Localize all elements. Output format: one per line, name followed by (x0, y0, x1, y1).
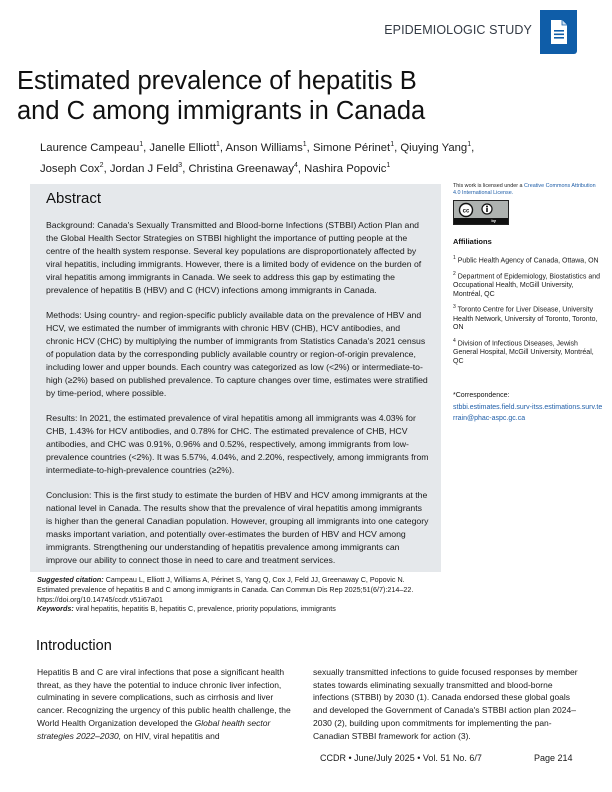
correspondence-email-link[interactable]: stbbi.estimates.field.surv-itss.estimations.surv.terrain@phac-aspc.gc.ca (453, 403, 603, 423)
affiliation-item: $^2$ Department of Epidemiology, Biostatistics and Occupational Health, McGill University, Montréal, QC (453, 271, 601, 298)
abstract-panel (30, 184, 441, 572)
abstract-conclusion: Conclusion: This is the first study to estimate the burden of HBV and HCV among immigrants at the national level in Canada. The results show that the prevalence of viral hepatitis among immigrants is higher than the general Canadian population. However, grouping all immigrants into one category masks important variation, and potentially over-estimates the burden of HBV and HCV among immigrants. Strengthening our understanding of hepatitis prevalence among immigrants can improve our ability to connect those in need to care and treatment services. (46, 490, 429, 565)
section-label: EPIDEMIOLOGIC STUDY (384, 23, 532, 37)
author-name: Nashira Popovic (304, 162, 387, 175)
cc-by-label: by (454, 218, 508, 224)
affiliation-item: $^1$ Public Health Agency of Canada, Ottawa, ON (453, 255, 599, 265)
abstract-heading: Abstract (46, 190, 102, 207)
article-sidebar (453, 183, 603, 425)
keywords: Keywords: viral hepatitis, hepatitis B, hepatitis C, prevalence, priority populations, immigrants (37, 604, 336, 614)
correspondence-label: *Correspondence: (453, 392, 510, 400)
author-list (40, 136, 540, 178)
article-title: Estimated prevalence of hepatitis B and C among immigrants in Canada (17, 67, 426, 125)
author-name: Christina Greenaway (188, 162, 294, 175)
suggested-citation: Suggested citation: Campeau L, Elliott J, Williams A, Périnet S, Yang Q, Cox J, Feld JJ, Greenaway C, Popovic N. Estimated prevalence of hepatitis B and C among immigrants in Canada. Can Commun Dis Rep 2025;51(6/7):214–22. https://doi.org/10.14745/ccdr.v51i67a01 (37, 575, 414, 604)
author-name: Jordan J Feld (109, 162, 179, 175)
journal-issue: CCDR • June/July 2025 • Vol. 51 No. 6/7 (320, 753, 482, 763)
page-number: Page 214 (534, 753, 573, 763)
author-name: Simone Périnet (312, 141, 391, 154)
author-name: Anson Williams (225, 141, 303, 154)
affiliation-item: $^3$ Toronto Centre for Liver Disease, University Health Network, University of Toronto, Toronto, ON (453, 304, 598, 332)
document-icon (540, 10, 577, 54)
license-link[interactable]: Creative Commons Attribution 4.0 International License. (453, 183, 596, 196)
author-line-2: Joseph Cox$^2$, Jordan J Feld$^3$, Christina Greenaway$^4$, Nashira Popovic$^1$ (40, 161, 391, 175)
abstract-background: Background: Canada's Sexually Transmitted and Blood-borne Infections (STBBI) Action Plan and the Global Health Sector Strategies on STBBI highlight the importance of putting people at the centre of the health system response. Several key populations are disproportionately affected by viral hepatitis, including immigrants. However, there is a limited body of evidence on the burden of viral hepatitis among immigrants in Canada. We seek to address this gap by estimating the prevalence of hepatitis B (HBV) and C (HCV) infections among immigrants in Canada. (46, 220, 422, 295)
cc-by-badge[interactable] (453, 200, 509, 225)
affiliations-list (453, 254, 603, 366)
introduction-column-1: Hepatitis B and C are viral infections that pose a significant health threat, as they have the potential to induce chronic liver infection, culminating in severe complications, such as cirrhosis and liver cancer. Recognizing the urgency of this public health challenge, the World Health Organization developed the Global health sector strategies 2022–2030, on HIV, viral hepatitis and (37, 667, 291, 741)
author-name: Janelle Elliott (149, 141, 216, 154)
abstract-methods: Methods: Using country- and region-specific publicly available data on the prevalence of HBV and HCV, we estimated the number of immigrants with chronic HBV (CHB), HCV antibodies, and chronic HCV (CHC) by multiplying the number of immigrants from Statistics Canada's 2021 census of population data by the corresponding publicly available country or region-of-origin prevalence, including lower and upper bounds. Each country was categorized as low (<2%) or intermediate-to-high (≥2%) based on published prevalence. To capture changes over time, estimates were stratified by time-period, where possible. (46, 310, 428, 398)
author-name: Qiuying Yang (400, 141, 468, 154)
correspondence (453, 390, 603, 425)
abstract-results: Results: In 2021, the estimated prevalence of viral hepatitis among all immigrants was 4.03% for CHB, 1.43% for HCV antibodies, and 0.78% for CHC. The estimated prevalence of CHB, HCV antibodies, and CHC was 0.91%, 0.96% and 0.52%, respectively, among immigrants from low-prevalence countries (<2%). It was 5.57%, 4.04%, and 2.20%, respectively, among immigrants from intermediate-to-high-prevalence countries (≥2%). (46, 413, 429, 475)
svg-text:cc: cc (462, 208, 470, 215)
introduction-heading: Introduction (36, 638, 112, 654)
citation-block (37, 575, 437, 614)
affiliations-heading: Affiliations (453, 237, 492, 246)
author-name: Joseph Cox (40, 162, 100, 175)
affiliation-item: $^4$ Division of Infectious Diseases, Jewish General Hospital, McGill University, Montréal, QC (453, 337, 594, 365)
author-line-1: Laurence Campeau$^1$, Janelle Elliott$^1$, Anson Williams$^1$, Simone Périnet$^1$, Qiuying Yang$^1$, (40, 141, 475, 154)
author-name: Laurence Campeau (40, 141, 140, 154)
license-notice: This work is licensed under a Creative Commons Attribution 4.0 International License. (453, 183, 596, 196)
introduction-column-2: sexually transmitted infections to guide focused responses by member states towards eliminating sexually transmitted and blood-borne infections (STBBI) by 2030 (1). Canada endorsed these global goals and developed the Government of Canada's STBBI action plan 2024–2030 (2), building upon commitments for implementing the pan-Canadian STBBI framework for action (3). (313, 667, 578, 741)
